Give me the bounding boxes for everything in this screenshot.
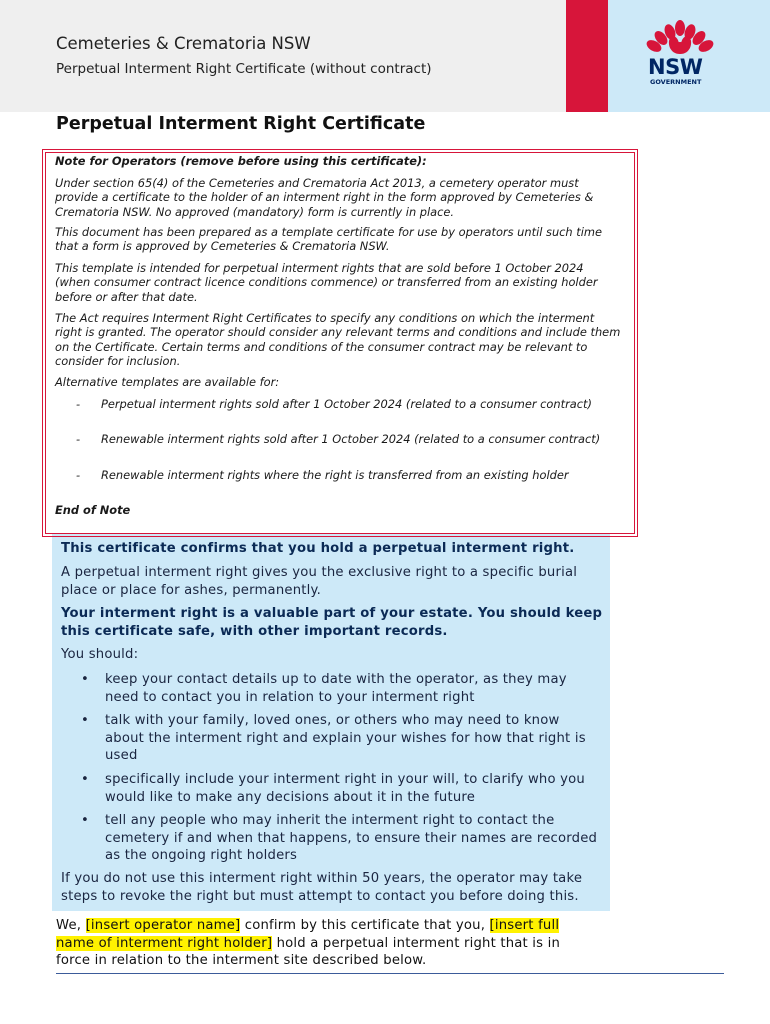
brand-red-band bbox=[566, 0, 608, 112]
bullet-text: talk with your family, loved ones, or others who may need to know about the interment right and explain your wishes for how that right is used bbox=[105, 713, 586, 763]
alternative-template: Renewable interment rights where the right is transferred from an existing holder bbox=[101, 468, 569, 482]
document-header bbox=[0, 0, 566, 112]
operator-name-placeholder[interactable]: [insert operator name] bbox=[85, 918, 241, 933]
statement-text: confirm by this certificate that you, bbox=[240, 918, 490, 933]
bullet-marker: • bbox=[81, 813, 89, 828]
statement-text: hold a perpetual interment right that is in force in relation to the interment site described below. bbox=[56, 935, 561, 968]
document-subtitle: Perpetual Interment Right Certificate (without contract) bbox=[56, 61, 432, 77]
info-you-should: You should: bbox=[61, 647, 139, 662]
dash-marker: - bbox=[76, 468, 81, 482]
note-paragraph: Under section 65(4) of the Cemeteries and Crematoria Act 2013, a cemetery operator must provide a certificate to the holder of an interment right in the form approved by Cemeteries & Crematoria NSW. No approved (mandatory) form is currently in place. bbox=[55, 176, 594, 219]
page-title: Perpetual Interment Right Certificate bbox=[56, 114, 426, 134]
note-heading: Note for Operators (remove before using this certificate): bbox=[55, 154, 427, 168]
logo-government-text: GOVERNMENT bbox=[650, 78, 702, 86]
note-paragraph: The Act requires Interment Right Certificates to specify any conditions on which the interment right is granted. The operator should consider any relevant terms and conditions and include them on the Certificate. Certain terms and conditions of the consumer contract may be relevant to consider for inclusion. bbox=[55, 311, 621, 368]
nsw-government-logo bbox=[640, 20, 720, 92]
dash-marker: - bbox=[76, 432, 81, 446]
holder-name-placeholder[interactable]: [insert full name of interment right holder] bbox=[56, 918, 560, 951]
note-paragraph: This template is intended for perpetual interment rights that are sold before 1 October 2024 (when consumer contract licence conditions commence) or transferred from an existing holder before or after that date. bbox=[55, 261, 598, 304]
note-paragraph: Alternative templates are available for: bbox=[55, 375, 280, 389]
bullet-text: specifically include your interment right in your will, to clarify who you would like to make any decisions about it in the future bbox=[105, 772, 585, 805]
info-intro: A perpetual interment right gives you the exclusive right to a specific burial place or place for ashes, permanently. bbox=[61, 565, 578, 598]
bullet-marker: • bbox=[81, 672, 89, 687]
organisation-name: Cemeteries & Crematoria NSW bbox=[56, 34, 311, 53]
info-warning: If you do not use this interment right within 50 years, the operator may take steps to revoke the right but must attempt to contact you before doing this. bbox=[61, 871, 583, 904]
bullet-text: keep your contact details up to date with the operator, as they may need to contact you in relation to your interment right bbox=[105, 672, 567, 705]
bullet-text: tell any people who may inherit the interment right to contact the cemetery if and when that happens, to ensure their names are recorded as the ongoing right holders bbox=[105, 813, 598, 863]
logo-nsw-text: NSW bbox=[648, 55, 703, 79]
waratah-icon bbox=[640, 20, 720, 56]
operator-note-box bbox=[45, 152, 635, 534]
bullet-marker: • bbox=[81, 713, 89, 728]
dash-marker: - bbox=[76, 397, 81, 411]
info-heading: This certificate confirms that you hold a perpetual interment right. bbox=[61, 541, 575, 556]
certificate-statement bbox=[56, 917, 596, 970]
note-paragraph: This document has been prepared as a template certificate for use by operators until such time that a form is approved by Cemeteries & Crematoria NSW. bbox=[55, 225, 603, 254]
divider bbox=[56, 973, 724, 974]
certificate-info-panel bbox=[52, 527, 610, 911]
bullet-marker: • bbox=[81, 772, 89, 787]
info-emphasis: Your interment right is a valuable part of your estate. You should keep this certificate safe, with other important records. bbox=[61, 606, 603, 639]
statement-text: We, bbox=[56, 918, 86, 933]
alternative-template: Renewable interment rights sold after 1 October 2024 (related to a consumer contract) bbox=[101, 432, 601, 446]
alternative-template: Perpetual interment rights sold after 1 October 2024 (related to a consumer contract) bbox=[101, 397, 592, 411]
note-end: End of Note bbox=[55, 503, 131, 517]
